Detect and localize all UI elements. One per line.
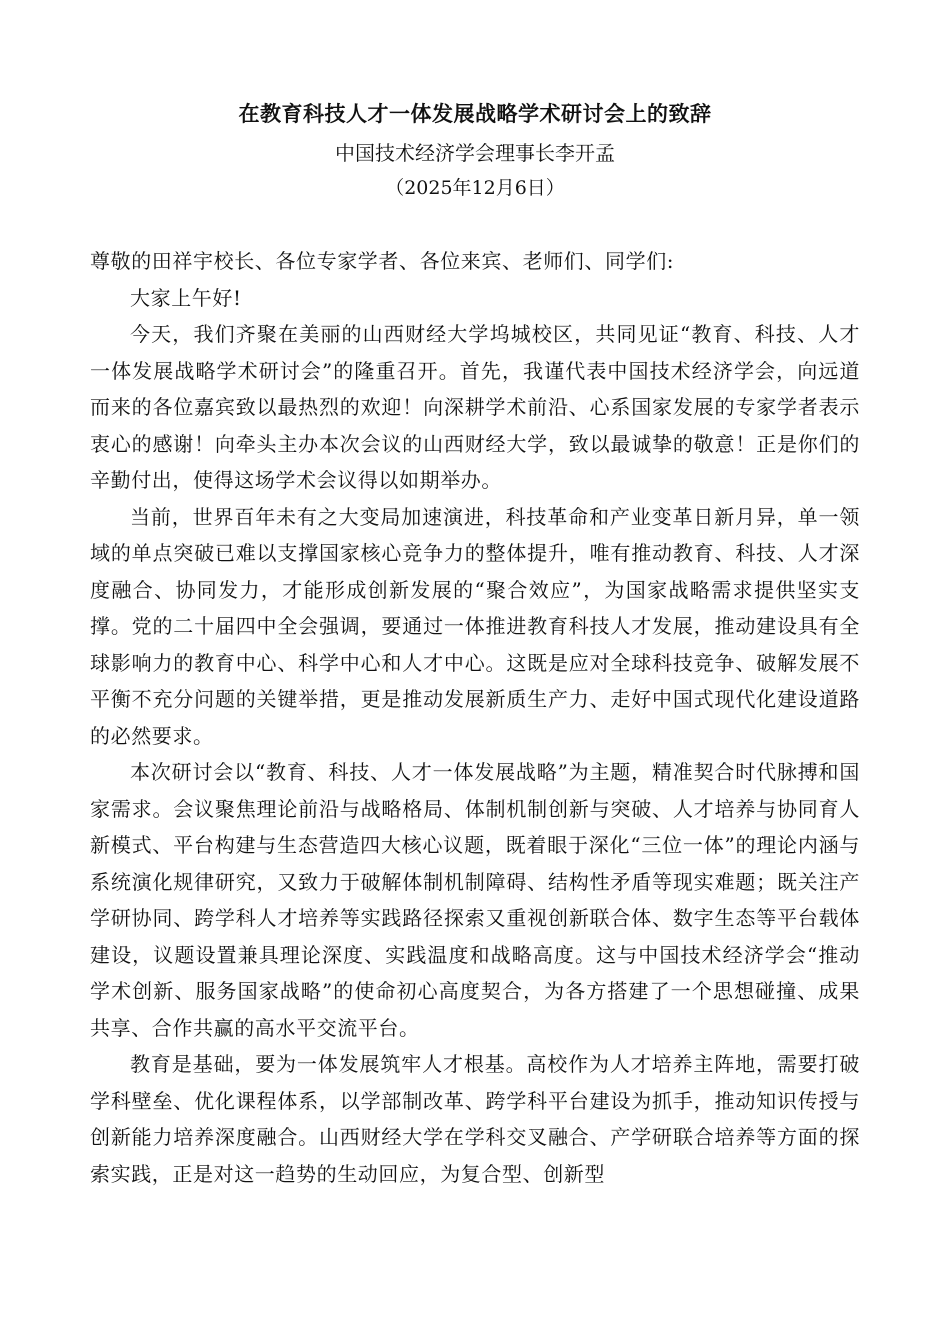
document-title: 在教育科技人才一体发展战略学术研讨会上的致辞	[238, 101, 712, 126]
document-body	[90, 243, 860, 1192]
paragraph-4: 教育是基础，要为一体发展筑牢人才根基。高校作为人才培养主阵地，需要打破学科壁垒、优化课程体系，以学部制改革、跨学科平台建设为抓手，推动知识传授与创新能力培养深度融合。山西财经大学在学科交叉融合、产学研联合培养等方面的探索实践，正是对这一趋势的生动回应，为复合型、创新型	[90, 1052, 860, 1186]
document-author: 中国技术经济学会理事长李开孟	[335, 141, 615, 165]
paragraph-3: 本次研讨会以“教育、科技、人才一体发展战略”为主题，精准契合时代脉搏和国家需求。会议聚焦理论前沿与战略格局、体制机制创新与突破、人才培养与协同育人新模式、平台构建与生态营造四大核心议题，既着眼于深化“三位一体”的理论内涵与系统演化规律研究，又致力于破解体制机制障碍、结构性矛盾等现实难题；既关注产学研协同、跨学科人才培养等实践路径探索又重视创新联合体、数字生态等平台载体建设，议题设置兼具理论深度、实践温度和战略高度。这与中国技术经济学会“推动学术创新、服务国家战略”的使命初心高度契合，为各方搭建了一个思想碰撞、成果共享、合作共赢的高水平交流平台。	[90, 760, 860, 1040]
paragraph-2: 当前，世界百年未有之大变局加速演进，科技革命和产业变革日新月异，单一领域的单点突破已难以支撑国家核心竞争力的整体提升，唯有推动教育、科技、人才深度融合、协同发力，才能形成创新发展的“聚合效应”，为国家战略需求提供坚实支撑。党的二十届四中全会强调，要通过一体推进教育科技人才发展，推动建设具有全球影响力的教育中心、科学中心和人才中心。这既是应对全球科技竞争、破解发展不平衡不充分问题的关键举措，更是推动发展新质生产力、走好中国式现代化建设道路的必然要求。	[90, 504, 860, 748]
salutation: 尊敬的田祥宇校长、各位专家学者、各位来宾、老师们、同学们:	[90, 249, 675, 273]
document-date: （2025年12月6日）	[385, 177, 565, 199]
greeting: 大家上午好!	[130, 285, 242, 310]
paragraph-1: 今天，我们齐聚在美丽的山西财经大学坞城校区，共同见证“教育、科技、人才一体发展战略学术研讨会”的隆重召开。首先，我谨代表中国技术经济学会，向远道而来的各位嘉宾致以最热烈的欢迎！向深耕学术前沿、心系国家发展的专家学者表示衷心的感谢！向牵头主办本次会议的山西财经大学，致以最诚挚的敬意！正是你们的辛勤付出，使得这场学术会议得以如期举办。	[90, 322, 860, 492]
